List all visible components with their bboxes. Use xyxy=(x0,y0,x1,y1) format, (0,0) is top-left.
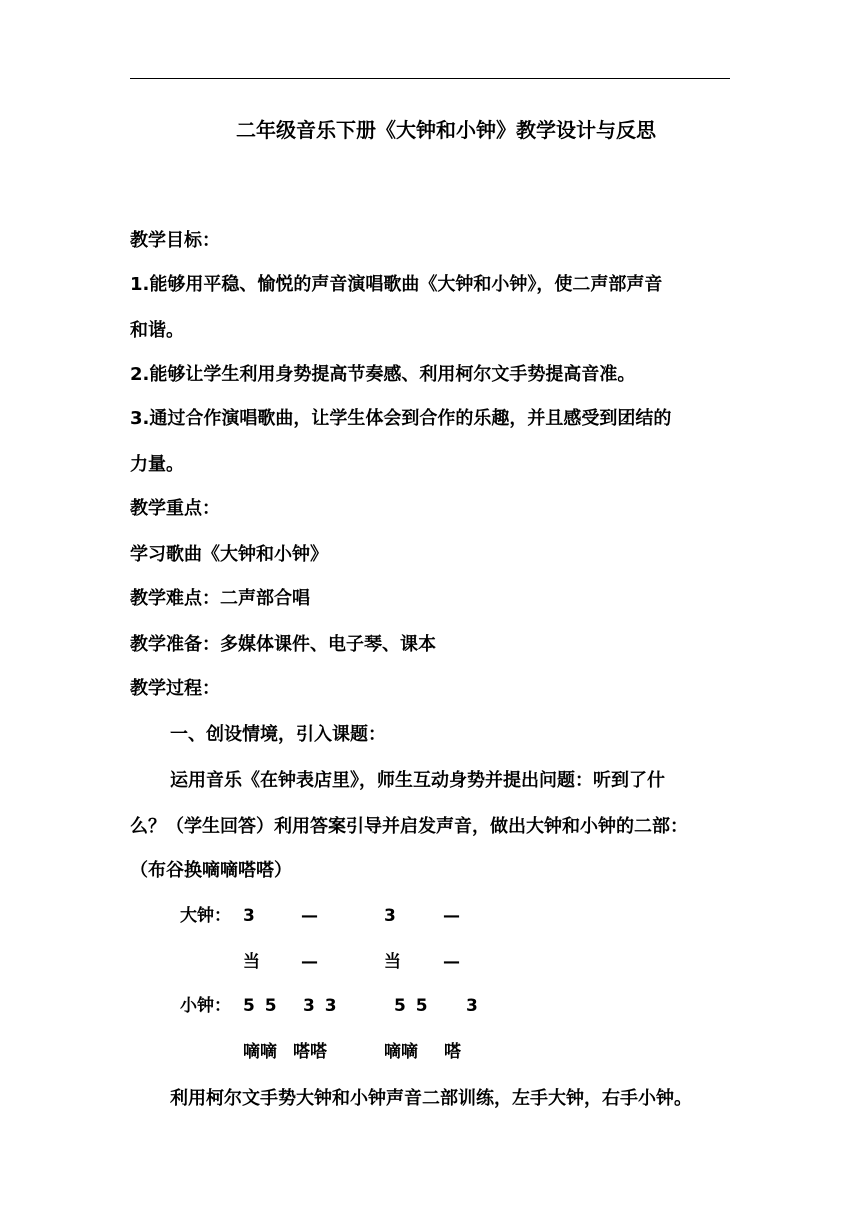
big-clock-note: — xyxy=(443,906,460,926)
difficulty: 教学难点：二声部合唱 xyxy=(130,588,310,609)
big-clock-lyric: 当 xyxy=(384,952,401,972)
small-clock-label: 小钟： xyxy=(180,996,231,1016)
goals-heading: 教学目标： xyxy=(130,230,220,251)
small-clock-lyric: 嗒 xyxy=(444,1042,461,1062)
big-clock-lyric: — xyxy=(443,952,460,972)
small-clock-lyric: 嘀嘀 xyxy=(243,1042,277,1062)
key-content: 学习歌曲《大钟和小钟》 xyxy=(130,544,328,565)
document-title: 二年级音乐下册《大钟和小钟》教学设计与反思 xyxy=(236,118,656,142)
paragraph-2: 利用柯尔文手势大钟和小钟声音二部训练，左手大钟，右手小钟。 xyxy=(170,1088,692,1109)
big-clock-lyric: — xyxy=(301,952,318,972)
big-clock-note: — xyxy=(301,906,318,926)
small-clock-lyric: 嘀嘀 xyxy=(384,1042,418,1062)
small-clock-lyric: 嗒嗒 xyxy=(293,1042,327,1062)
goal-2: 2.能够让学生利用身势提高节奏感、利用柯尔文手势提高音准。 xyxy=(130,364,636,385)
goal-1-line-2: 和谐。 xyxy=(130,320,184,341)
big-clock-note: 3 xyxy=(384,906,396,926)
header-rule xyxy=(130,78,730,79)
key-heading: 教学重点： xyxy=(130,498,220,519)
goal-3-line-1: 3.通过合作演唱歌曲，让学生体会到合作的乐趣，并且感受到团结的 xyxy=(130,408,672,429)
preparation: 教学准备：多媒体课件、电子琴、课本 xyxy=(130,634,436,655)
big-clock-note: 3 xyxy=(243,906,255,926)
small-clock-note: 3 3 xyxy=(303,996,337,1016)
goal-3-line-2: 力量。 xyxy=(130,454,184,475)
section-1-heading: 一、创设情境，引入课题： xyxy=(170,724,386,745)
goal-1-line-1: 1.能够用平稳、愉悦的声音演唱歌曲《大钟和小钟》，使二声部声音 xyxy=(130,274,663,295)
big-clock-lyric: 当 xyxy=(243,952,260,972)
paragraph-1-line-1: 运用音乐《在钟表店里》，师生互动身势并提出问题：听到了什 xyxy=(170,770,665,791)
big-clock-label: 大钟： xyxy=(180,906,231,926)
small-clock-note: 3 xyxy=(466,996,478,1016)
small-clock-note: 5 5 xyxy=(243,996,277,1016)
paragraph-1-line-3: （布谷换嘀嘀嗒嗒） xyxy=(130,860,292,881)
paragraph-1-line-2: 么？（学生回答）利用答案引导并启发声音，做出大钟和小钟的二部： xyxy=(130,816,688,837)
small-clock-note: 5 5 xyxy=(394,996,428,1016)
process-heading: 教学过程： xyxy=(130,678,220,699)
